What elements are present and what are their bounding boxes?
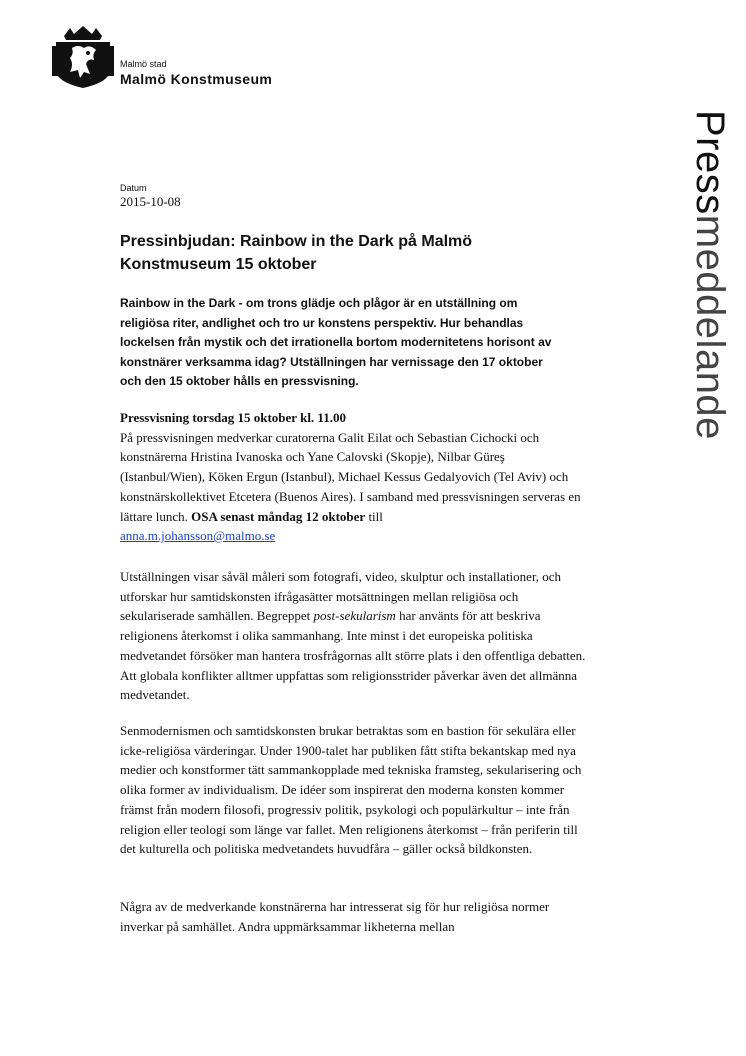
side-title-dark: Press [688,110,732,215]
paragraph-2-before: Utställningen visar såväl måleri som fotografi, video, skulptur och installationer, och utforskar hur samtidskonsten ifrågasätter motsättningen mellan religiösa och sekulariserade samhällen. Begreppet [120,569,562,624]
document-type-title [690,110,730,440]
osa-deadline: OSA senast måndag 12 oktober [191,508,366,524]
coat-of-arms-logo [52,26,114,88]
date-value: 2015-10-08 [120,194,181,209]
paragraph-2-after: har använts för att beskriva religionens återkomst i olika sammanhang. Inte minst i det europeiska politiska medvetandet försöker man hantera trosfrågornas allt större plats i den offentliga debatten. Att globala konflikter alltmer uppfattas som religionsstrider påverkar även det allmänna medvetandet. [120,608,586,703]
press-viewing-body: På pressvisningen medverkar curatorerna Galit Eilat och Sebastian Cichocki och konstnärerna Hristina Ivanoska och Yane Calovski (Skopje), Nilbar Güreş (Istanbul/Wien), Köken Ergun (Istanbul), Michael Kessus Gedalyovich (Tel Aviv) och konstnärskollektivet Etcetera (Buenos Aires). I samband med pressvisningen serveras en lättare lunch. [120,429,581,524]
side-title-light: meddelande [688,214,732,440]
body-paragraph-4: Några av de medverkande konstnärerna har intresserat sig för hur religiösa normer inverkar på samhället. Andra uppmärksammar likheterna mellan [120,899,550,934]
body-paragraph-3: Senmodernismen och samtidskonsten brukar betraktas som en bastion för sekulära eller icke-religiösa värderingar. Under 1900-talet har publiken fått stifta bekantskap med nya medier och konstformer tätt sammankopplade med tekniska framsteg, sekularisering och olika former av individualism. De idéer som inspirerat den moderna konsten kommer främst från modern filosofi, progressiv politik, psykologi och populärkultur – inte från religion eller teologi som länge var fallet. Men religionens återkomst – från periferin till det kulturella och politiska medvetandets huvudfåra – gäller också bildkonsten. [120,723,582,857]
post-secularism-term: post-sekularism [313,608,396,624]
osa-till: till [365,508,383,524]
body-paragraph-2 [120,567,590,705]
contact-email-link[interactable]: anna.m.johansson@malmo.se [120,528,276,544]
date-label: Datum [120,183,147,193]
org-name: Malmö Konstmuseum [120,71,273,87]
press-viewing-heading: Pressvisning torsdag 15 oktober kl. 11.00 [120,410,346,425]
org-parent-name: Malmö stad [120,59,167,69]
page-title: Pressinbjudan: Rainbow in the Dark på Malmö Konstmuseum 15 oktober [120,233,473,273]
press-viewing-text [120,428,590,546]
press-viewing-section [120,408,590,546]
lead-paragraph: Rainbow in the Dark - om trons glädje och plågor är en utställning om religiösa riter, andlighet och tro ur konstens perspektiv. Hur behandlas lockelsen från mystik och det irrationella bortom modernitetens horisont av konstnärer verksamma idag? Utställningen har vernissage den 17 oktober och den 15 oktober hålls en pressvisning. [120,296,552,389]
